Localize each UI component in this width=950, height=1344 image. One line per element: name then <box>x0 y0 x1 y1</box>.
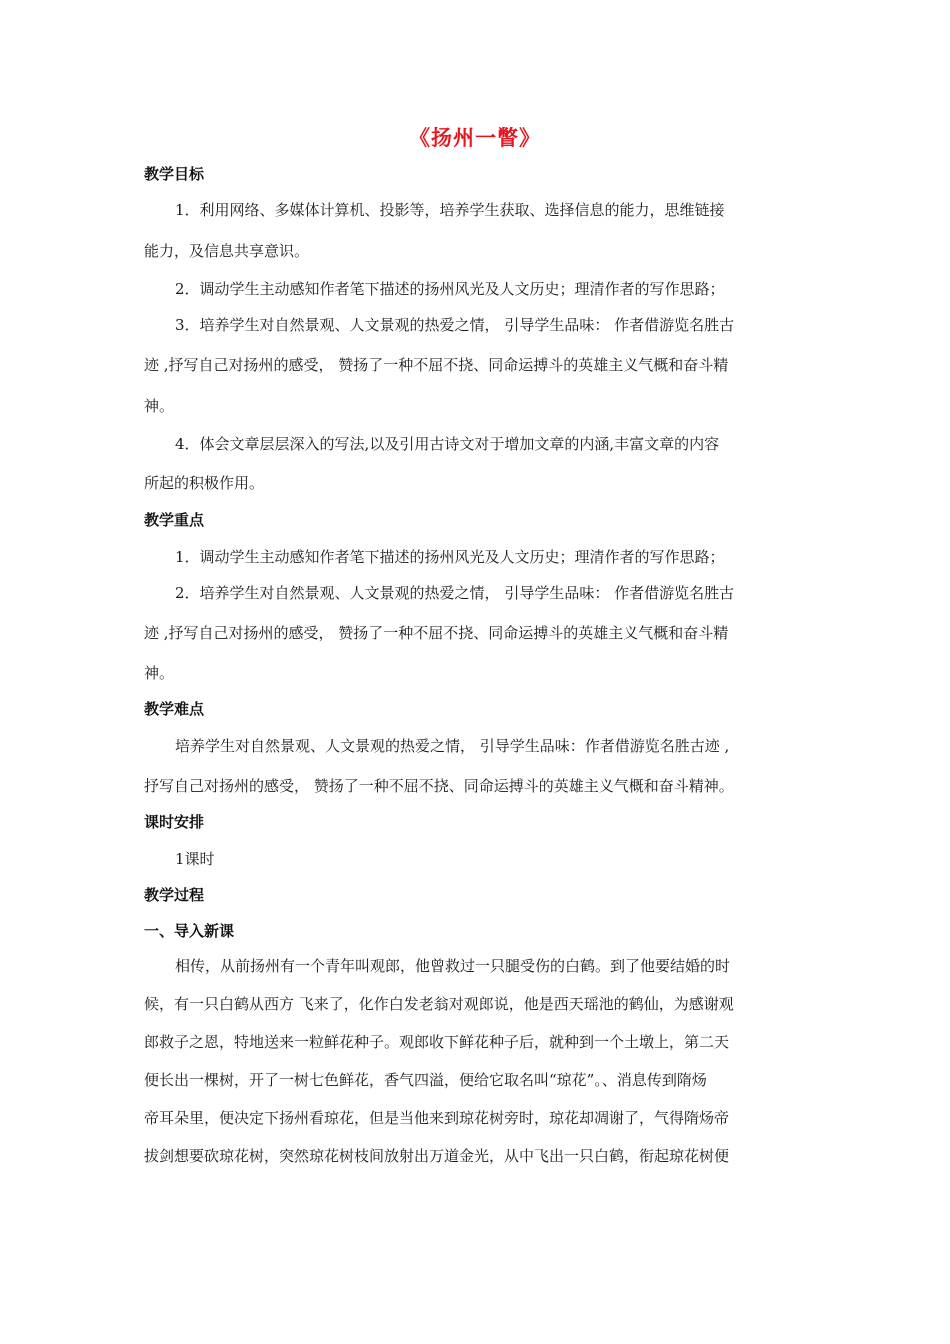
page-title: 《扬州一瞥》 <box>409 126 541 150</box>
heading-key-points: 教学重点 <box>144 511 205 529</box>
paragraph-line: 神。 <box>144 397 175 415</box>
paragraph-line: 便长出一棵树，开了一树七色鲜花，香气四溢，便给它取名叫“琼花”。、消息传到隋炀 <box>144 1071 707 1089</box>
heading-process: 教学过程 <box>144 886 205 904</box>
paragraph-line: 1．调动学生主动感知作者笔下描述的扬州风光及人文历史；理清作者的写作思路； <box>175 548 725 566</box>
paragraph-line: 候，有一只白鹤从西方 飞来了，化作白发老翁对观郎说，他是西天瑶池的鹤仙，为感谢观 <box>144 995 734 1013</box>
paragraph-line: 2．调动学生主动感知作者笔下描述的扬州风光及人文历史；理清作者的写作思路； <box>175 280 725 298</box>
paragraph-line: 相传，从前扬州有一个青年叫观郎，他曾救过一只腿受伤的白鹤。到了他要结婚的时 <box>175 957 731 975</box>
paragraph-line: 帝耳朵里，便决定下扬州看琼花，但是当他来到琼花树旁时，琼花却凋谢了，气得隋炀帝 <box>144 1109 730 1127</box>
heading-difficulties: 教学难点 <box>144 700 205 718</box>
paragraph-line: 1课时 <box>175 850 215 868</box>
paragraph-line: 拔剑想要砍琼花树，突然琼花树枝间放射出万道金光，从中飞出一只白鹤，衔起琼花树便 <box>144 1147 730 1165</box>
paragraph-line: 迹 ,抒写自己对扬州的感受， 赞扬了一种不屈不挠、同命运搏斗的英雄主义气概和奋斗精 <box>144 624 729 642</box>
paragraph-line: 郎救子之恩，特地送来一粒鲜花种子。观郎收下鲜花种子后，就种到一个土墩上，第二天 <box>144 1033 730 1051</box>
paragraph-line: 培养学生对自然景观、人文景观的热爱之情， 引导学生品味：作者借游览名胜古迹 , <box>175 737 730 755</box>
heading-schedule: 课时安排 <box>144 813 205 831</box>
paragraph-line: 所起的积极作用。 <box>144 474 265 492</box>
paragraph-line: 神。 <box>144 664 175 682</box>
paragraph-line: 4．体会文章层层深入的写法,以及引用古诗文对于增加文章的内涵,丰富文章的内容 <box>175 435 720 453</box>
paragraph-line: 2．培养学生对自然景观、人文景观的热爱之情， 引导学生品味： 作者借游览名胜古 <box>175 584 735 602</box>
paragraph-line: 抒写自己对扬州的感受， 赞扬了一种不屈不挠、同命运搏斗的英雄主义气概和奋斗精神。 <box>144 777 734 795</box>
heading-objectives: 教学目标 <box>144 165 205 183</box>
paragraph-line: 能力，及信息共享意识。 <box>144 242 310 260</box>
subheading-intro: 一、导入新课 <box>144 922 235 940</box>
paragraph-line: 迹 ,抒写自己对扬州的感受， 赞扬了一种不屈不挠、同命运搏斗的英雄主义气概和奋斗精 <box>144 356 729 374</box>
paragraph-line: 1．利用网络、多媒体计算机、投影等，培养学生获取、选择信息的能力，思维链接 <box>175 201 725 219</box>
paragraph-line: 3．培养学生对自然景观、人文景观的热爱之情， 引导学生品味： 作者借游览名胜古 <box>175 316 735 334</box>
